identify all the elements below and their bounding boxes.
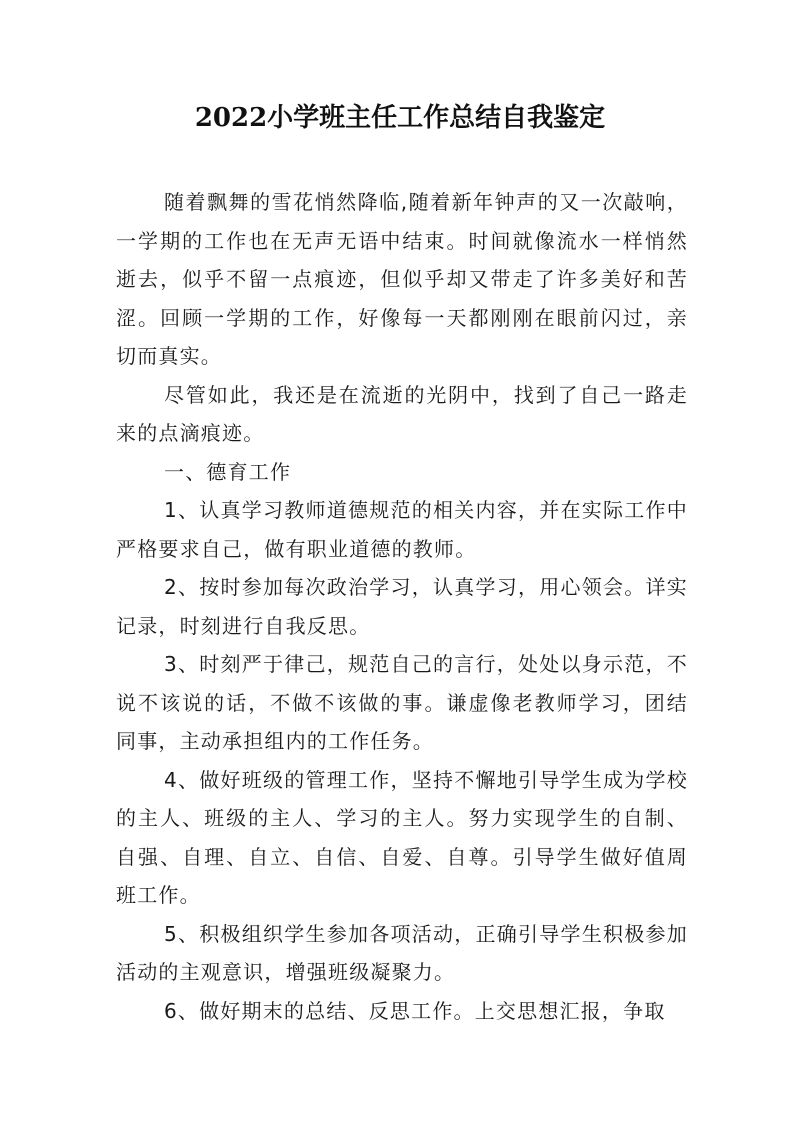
list-item-3: 3、时刻严于律己，规范自己的言行，处处以身示范，不说不该说的话，不做不该做的事。谦虚像老教师学习，团结同事，主动承担组内的工作任务。 [116, 652, 688, 753]
list-item-5: 5、积极组织学生参加各项活动，正确引导学生积极参加活动的主观意识，增强班级凝聚力。 [116, 921, 688, 984]
list-item-4: 4、做好班级的管理工作，坚持不懈地引导学生成为学校的主人、班级的主人、学习的主人。努力实现学生的自制、自强、自理、自立、自信、自爱、自尊。引导学生做好值周班工作。 [116, 767, 688, 907]
paragraph-intro: 随着飘舞的雪花悄然降临,随着新年钟声的又一次敲响，一学期的工作也在无声无语中结束。时间就像流水一样悄然逝去，似乎不留一点痕迹，但似乎却又带走了许多美好和苦涩。回顾一学期的工作，好像每一天都刚刚在眼前闪过，亲切而真实。 [116, 190, 688, 368]
document-title: 2022小学班主任工作总结自我鉴定 [194, 103, 606, 133]
paragraph-reflection: 尽管如此，我还是在流逝的光阴中，找到了自己一路走来的点滴痕迹。 [116, 382, 688, 445]
section-heading-moral-education: 一、德育工作 [164, 459, 292, 484]
list-item-2: 2、按时参加每次政治学习，认真学习，用心领会。详实记录，时刻进行自我反思。 [116, 575, 688, 638]
list-item-1: 1、认真学习教师道德规范的相关内容，并在实际工作中严格要求自己，做有职业道德的教师。 [116, 498, 688, 561]
document-body [116, 183, 688, 1030]
list-item-6: 6、做好期末的总结、反思工作。上交思想汇报，争取 [164, 998, 666, 1023]
